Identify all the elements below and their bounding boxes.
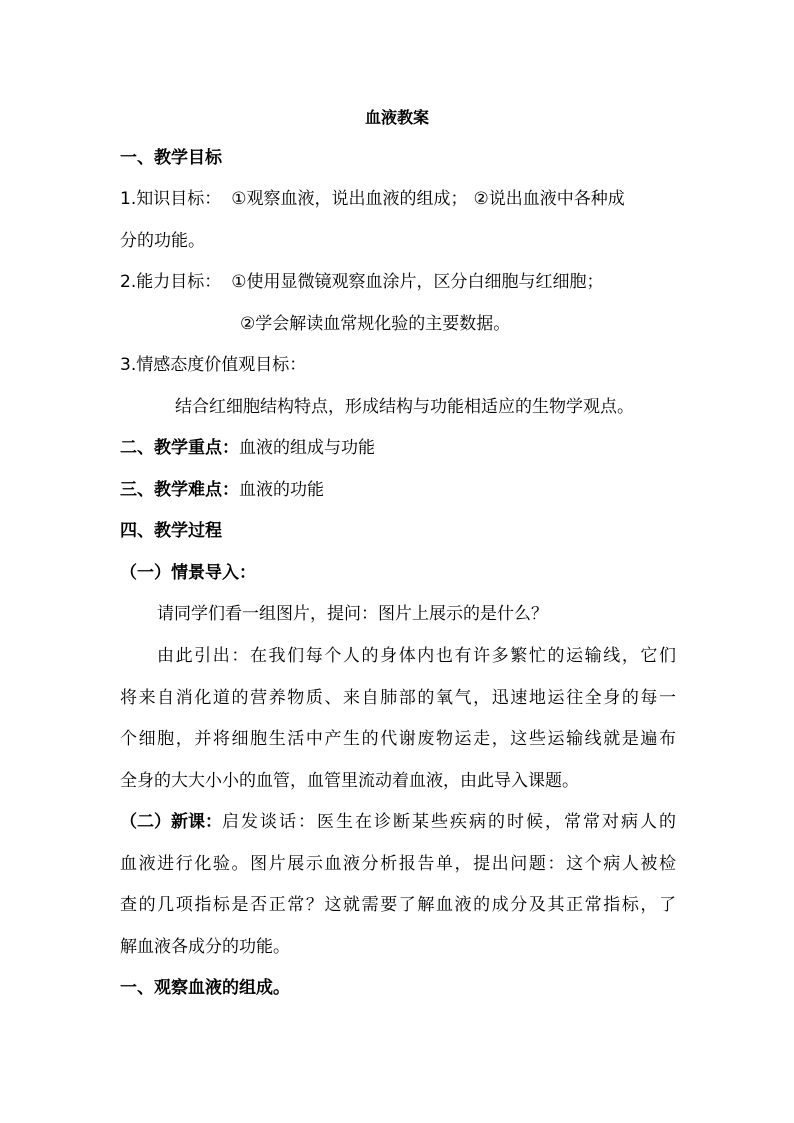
new-lesson-line-1 (120, 810, 676, 834)
new-lesson-label: （二）新课： (120, 812, 222, 832)
observe-heading: 一、观察血液的组成。 (120, 978, 290, 998)
new-lesson-text-1: 启发谈话：医生在诊断某些疾病的时候，常常对病人的 (222, 812, 676, 832)
document-title: 血液教案 (364, 108, 429, 127)
key-point-line (120, 436, 375, 460)
knowledge-goal-label: 1.知识目标： (120, 189, 222, 209)
knowledge-goal-item-2: ②说出血液中各种成 (473, 189, 625, 209)
emotion-goal-label: 3.情感态度价值观目标： (120, 355, 307, 375)
knowledge-goal-item-1: ①观察血液，说出血液的组成； (231, 189, 468, 209)
ability-goal-item-1: ①使用显微镜观察血涂片，区分白细胞与红细胞； (231, 272, 604, 292)
intro-paragraph-2-line-1: 由此引出：在我们每个人的身体内也有许多繁忙的运输线，它们 (157, 646, 676, 666)
knowledge-goal-line (120, 187, 625, 211)
intro-paragraph-1: 请同学们看一组图片，提问：图片上展示的是什么？ (157, 604, 548, 624)
ability-goal-label: 2.能力目标： (120, 272, 222, 292)
new-lesson-line-4: 解血液各成分的功能。 (120, 937, 290, 957)
difficulty-text: 血液的功能 (239, 480, 324, 500)
intro-paragraph-2-line-2: 将来自消化道的营养物质、来自肺部的氧气，迅速地运往全身的每一 (120, 688, 676, 708)
new-lesson-line-2: 血液进行化验。图片展示血液分析报告单，提出问题：这个病人被检 (120, 854, 676, 874)
emotion-goal-text: 结合红细胞结构特点，形成结构与功能相适应的生物学观点。 (175, 397, 634, 417)
new-lesson-line-3: 查的几项指标是否正常？这就需要了解血液的成分及其正常指标，了 (120, 895, 676, 915)
key-point-label: 二、教学重点： (120, 438, 239, 458)
ability-goal-line (120, 270, 603, 294)
key-point-text: 血液的组成与功能 (239, 438, 375, 458)
ability-goal-item-2: ②学会解读血常规化验的主要数据。 (240, 314, 511, 334)
difficulty-line (120, 478, 324, 502)
knowledge-goal-continuation: 分的功能。 (120, 231, 205, 251)
difficulty-label: 三、教学难点： (120, 480, 239, 500)
intro-label: （一）情景导入： (120, 563, 256, 583)
process-heading: 四、教学过程 (120, 521, 222, 541)
intro-paragraph-2-line-3: 个细胞，并将细胞生活中产生的代谢废物运走，这些运输线就是遍布 (120, 729, 676, 749)
intro-paragraph-2-line-4: 全身的大大小小的血管，血管里流动着血液，由此导入课题。 (120, 771, 579, 791)
goals-heading: 一、教学目标 (120, 148, 222, 168)
